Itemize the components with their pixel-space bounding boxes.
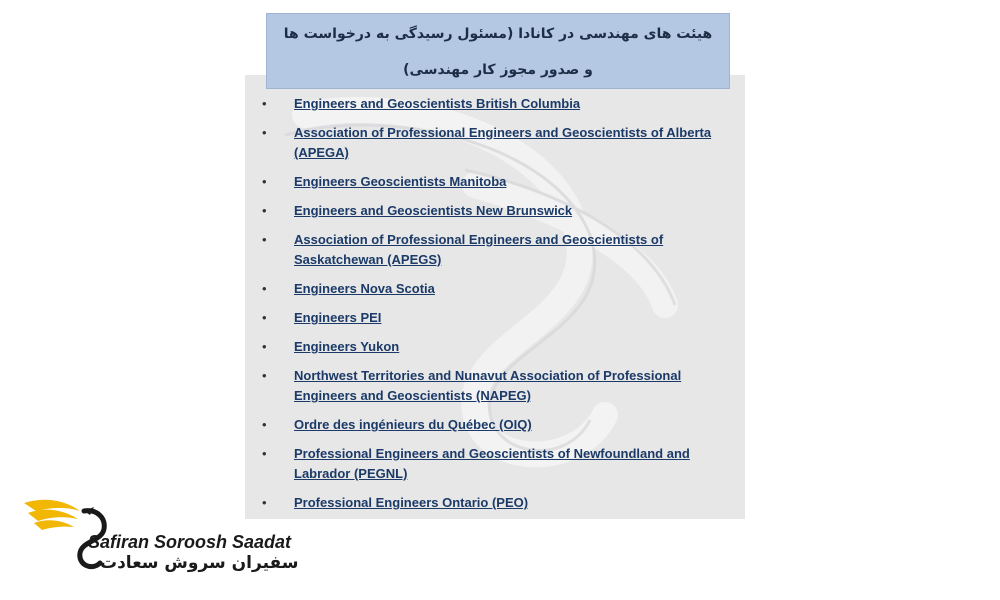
link-apega[interactable]: Association of Professional Engineers and Geoscientists of Alberta (APEGA)	[294, 125, 712, 160]
bullet-icon: •	[262, 446, 267, 461]
bullet-icon: •	[262, 339, 267, 354]
bullet-icon: •	[262, 174, 267, 189]
engineering-bodies-list	[262, 94, 732, 522]
list-item	[262, 366, 732, 406]
list-item	[262, 308, 732, 328]
link-engineers-yukon[interactable]: Engineers Yukon	[294, 339, 400, 354]
list-item	[262, 415, 732, 435]
bullet-icon: •	[262, 495, 267, 510]
list-item	[262, 201, 732, 221]
link-napeg[interactable]: Northwest Territories and Nunavut Association of Professional Engineers and Geoscientists (NAPEG)	[294, 368, 682, 403]
link-engineers-nova-scotia[interactable]: Engineers Nova Scotia	[294, 281, 435, 296]
link-engineers-pei[interactable]: Engineers PEI	[294, 310, 382, 325]
bullet-icon: •	[262, 281, 267, 296]
bullet-icon: •	[262, 310, 267, 325]
list-item	[262, 230, 732, 270]
link-engineers-manitoba[interactable]: Engineers Geoscientists Manitoba	[294, 174, 507, 189]
bullet-icon: •	[262, 125, 267, 140]
link-pegnl[interactable]: Professional Engineers and Geoscientists of Newfoundland and Labrador (PEGNL)	[294, 446, 690, 481]
link-engineers-bc[interactable]: Engineers and Geoscientists British Columbia	[294, 96, 581, 111]
list-item	[262, 493, 732, 513]
bullet-icon: •	[262, 417, 267, 432]
link-oiq[interactable]: Ordre des ingénieurs du Québec (OIQ)	[294, 417, 532, 432]
list-item	[262, 123, 732, 163]
list-item	[262, 172, 732, 192]
list-item	[262, 444, 732, 484]
bullet-icon: •	[262, 96, 267, 111]
bullet-icon: •	[262, 203, 267, 218]
list-item	[262, 94, 732, 114]
page-title: هیئت های مهندسی در کانادا (مسئول رسیدگی به درخواست ها و صدور مجوز کار مهندسی)	[266, 13, 730, 89]
brand-name-en: Safiran Soroosh Saadat	[88, 532, 292, 552]
link-engineers-new-brunswick[interactable]: Engineers and Geoscientists New Brunswick	[294, 203, 573, 218]
list-item	[262, 337, 732, 357]
bullet-icon: •	[262, 232, 267, 247]
bullet-icon: •	[262, 368, 267, 383]
list-item	[262, 279, 732, 299]
link-peo[interactable]: Professional Engineers Ontario (PEO)	[294, 495, 529, 510]
link-apegs[interactable]: Association of Professional Engineers and Geoscientists of Saskatchewan (APEGS)	[294, 232, 664, 267]
brand-name-fa: سفیران سروش سعادت	[100, 553, 299, 573]
